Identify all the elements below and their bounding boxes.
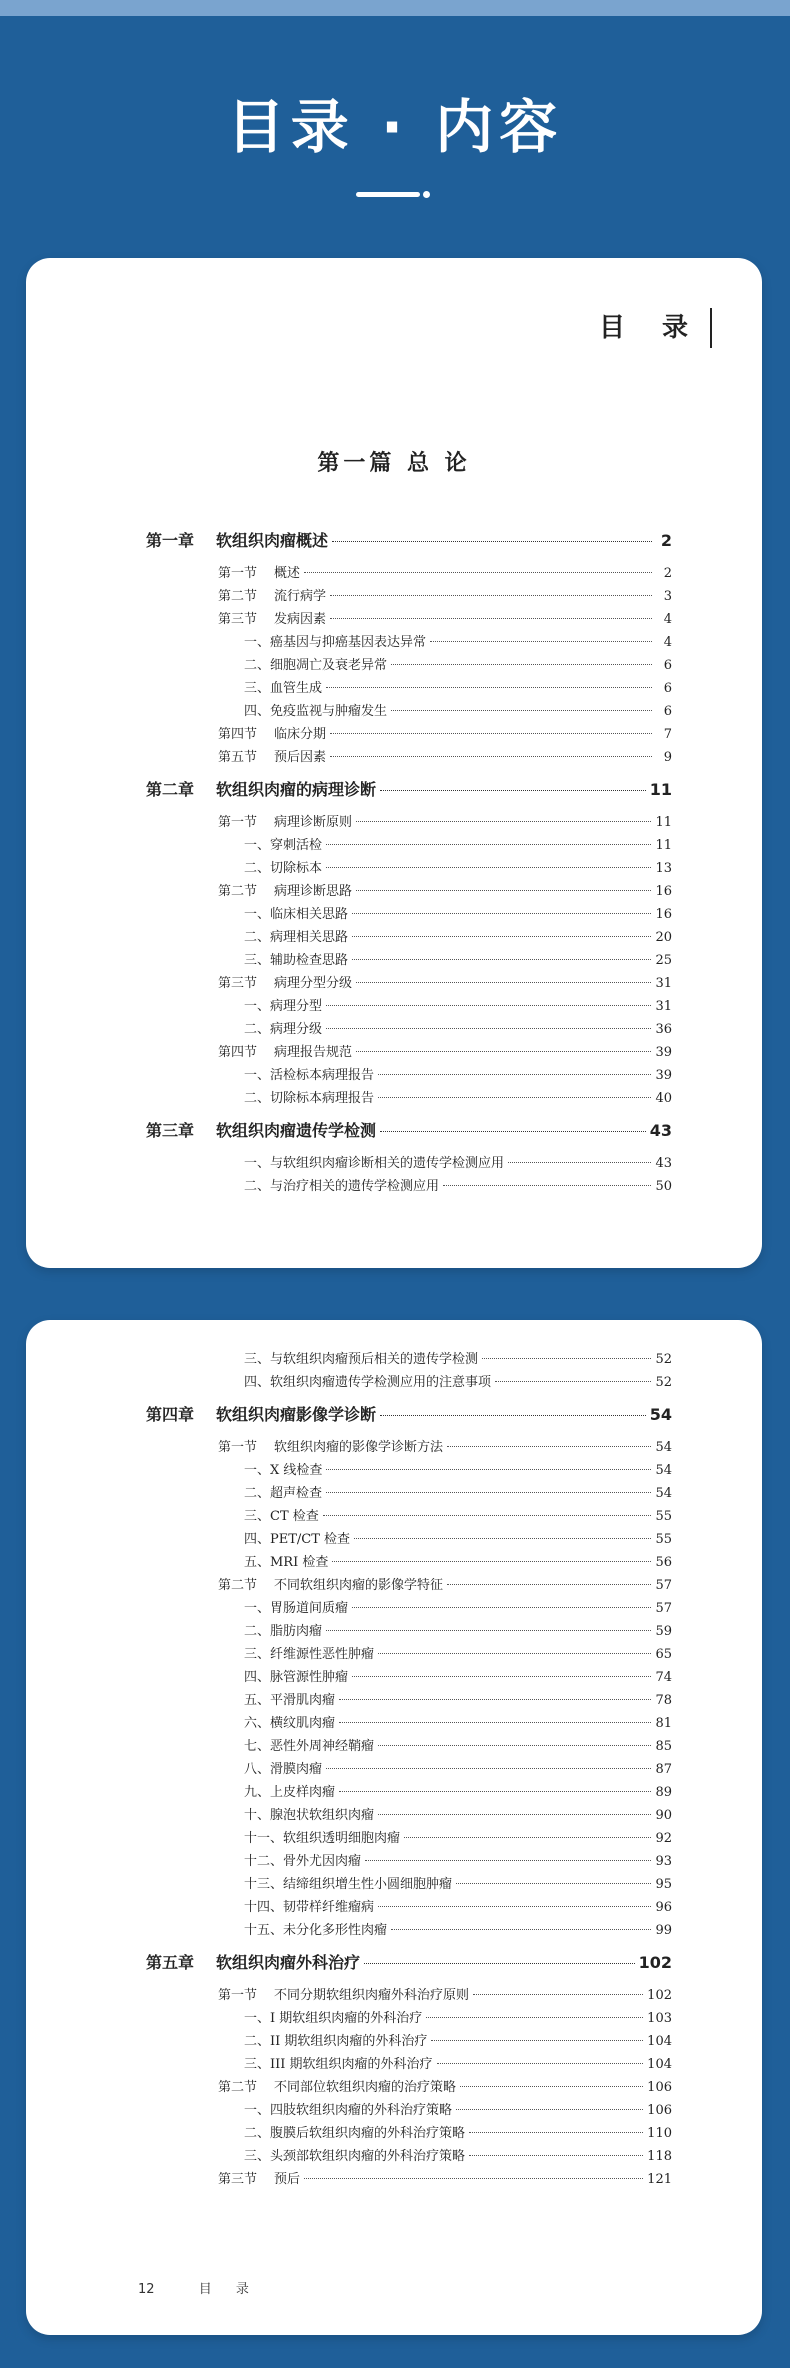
toc-entry-item[interactable]	[146, 995, 672, 1018]
entry-title: 软组织肉瘤外科治疗	[216, 1953, 361, 1972]
dot-leader	[330, 594, 652, 596]
entry-page-number: 4	[663, 612, 672, 627]
entry-title: 软组织肉瘤遗传学检测	[216, 1121, 377, 1140]
toc-entry-section[interactable]	[146, 972, 672, 995]
entry-title: 三、CT 检查	[244, 1509, 319, 1524]
entry-page-number: 50	[655, 1179, 672, 1194]
dot-leader	[326, 1629, 651, 1631]
dot-leader	[339, 1721, 651, 1723]
entry-page-number: 11	[655, 815, 672, 830]
entry-title: 五、MRI 检查	[244, 1555, 329, 1570]
toc-entry-section[interactable]	[146, 2168, 672, 2191]
toc-entry-section[interactable]	[146, 562, 672, 585]
entry-page-number: 9	[663, 750, 672, 765]
toc-entry-section[interactable]	[146, 585, 672, 608]
entry-title: 软组织肉瘤的病理诊断	[216, 780, 377, 799]
toc-entry-section[interactable]	[146, 746, 672, 769]
dot-leader	[482, 1357, 651, 1359]
toc-entry-chapter[interactable]	[146, 526, 672, 556]
entry-page-number: 106	[647, 2080, 672, 2095]
part-title: 第一篇 总 论	[317, 450, 471, 476]
entry-title: 四、免疫监视与肿瘤发生	[244, 704, 388, 719]
entry-page-number: 104	[647, 2034, 672, 2049]
entry-title: 六、横纹肌肉瘤	[244, 1716, 336, 1731]
toc-entry-item[interactable]	[146, 926, 672, 949]
entry-page-number: 55	[655, 1509, 672, 1524]
dot-leader	[356, 981, 651, 983]
toc-entry-item[interactable]	[146, 1781, 672, 1804]
dot-leader	[365, 1859, 651, 1861]
entry-number: 第四节	[218, 1045, 258, 1060]
dot-leader	[447, 1445, 651, 1447]
entry-page-number: 104	[647, 2057, 672, 2072]
toc-entry-item[interactable]	[146, 2007, 672, 2030]
entry-page-number: 3	[663, 589, 672, 604]
toc-entry-item[interactable]	[146, 1620, 672, 1643]
toc-entry-item[interactable]	[146, 1018, 672, 1041]
entry-title: 十二、骨外尤因肉瘤	[244, 1854, 362, 1869]
toc-list	[146, 520, 672, 1198]
toc-entry-section[interactable]	[146, 1574, 672, 1597]
entry-title: 二、细胞凋亡及衰老异常	[244, 658, 388, 673]
entry-page-number: 40	[655, 1091, 672, 1106]
entry-title: 发病因素	[274, 612, 327, 627]
page-title: 目录 · 内容	[226, 93, 564, 161]
entry-title: 不同部位软组织肉瘤的治疗策略	[274, 2080, 457, 2095]
entry-title: 二、腹膜后软组织肉瘤的外科治疗策略	[244, 2126, 466, 2141]
toc-entry-item[interactable]	[146, 903, 672, 926]
entry-title: 二、超声检查	[244, 1486, 323, 1501]
entry-title: 病理报告规范	[274, 1045, 353, 1060]
entry-number: 第一章	[146, 531, 195, 550]
toc-entry-item[interactable]	[146, 2122, 672, 2145]
dot-leader	[380, 1414, 646, 1416]
dot-leader	[430, 640, 652, 642]
entry-number: 第一节	[218, 566, 258, 581]
entry-page-number: 99	[655, 1923, 672, 1938]
dot-leader	[378, 1073, 651, 1075]
title-underline	[356, 192, 420, 197]
dot-leader	[495, 1380, 651, 1382]
toc-entry-item[interactable]	[146, 2145, 672, 2168]
entry-page-number: 87	[655, 1762, 672, 1777]
entry-title: 二、切除标本	[244, 861, 323, 876]
entry-page-number: 102	[638, 1953, 672, 1972]
toc-entry-item[interactable]	[146, 2053, 672, 2076]
toc-entry-section[interactable]	[146, 1436, 672, 1459]
entry-page-number: 25	[655, 953, 672, 968]
toc-entry-item[interactable]	[146, 1827, 672, 1850]
entry-page-number: 106	[647, 2103, 672, 2118]
entry-page-number: 31	[655, 976, 672, 991]
toc-list	[146, 1348, 672, 2191]
entry-title: 三、头颈部软组织肉瘤的外科治疗策略	[244, 2149, 466, 2164]
entry-page-number: 59	[655, 1624, 672, 1639]
entry-page-number: 121	[647, 2172, 672, 2187]
dot-leader	[326, 1767, 651, 1769]
entry-title: 病理诊断原则	[274, 815, 353, 830]
dot-leader	[473, 1993, 643, 1995]
entry-number: 第三节	[218, 976, 258, 991]
entry-title: 三、纤维源性恶性肿瘤	[244, 1647, 375, 1662]
dot-leader	[431, 2039, 643, 2041]
dot-leader	[354, 1537, 651, 1539]
dot-leader	[404, 1836, 651, 1838]
entry-title: 一、X 线检查	[244, 1463, 323, 1478]
entry-page-number: 81	[655, 1716, 672, 1731]
toc-entry-section[interactable]	[146, 1041, 672, 1064]
entry-title: 一、病理分型	[244, 999, 323, 1014]
dot-leader	[304, 571, 652, 573]
entry-title: 预后因素	[274, 750, 327, 765]
dot-leader	[364, 1962, 635, 1964]
dot-leader	[332, 1560, 651, 1562]
toc-entry-item[interactable]	[146, 1175, 672, 1198]
toc-heading: 目 录	[599, 308, 712, 348]
entry-title: 三、血管生成	[244, 681, 323, 696]
title-underline-dot	[423, 191, 430, 198]
entry-page-number: 57	[655, 1578, 672, 1593]
entry-page-number: 54	[655, 1463, 672, 1478]
entry-page-number: 39	[655, 1068, 672, 1083]
toc-entry-item[interactable]	[146, 2099, 672, 2122]
dot-leader	[323, 1514, 652, 1516]
entry-title: 病理诊断思路	[274, 884, 353, 899]
entry-title: 三、辅助检查思路	[244, 953, 349, 968]
toc-entry-item[interactable]	[146, 857, 672, 880]
entry-page-number: 56	[655, 1555, 672, 1570]
entry-page-number: 102	[647, 1988, 672, 2003]
dot-leader	[378, 1652, 651, 1654]
dot-leader	[356, 889, 651, 891]
entry-number: 第四章	[146, 1405, 195, 1424]
dot-leader	[378, 1905, 651, 1907]
toc-entry-item[interactable]	[146, 1152, 672, 1175]
entry-page-number: 95	[655, 1877, 672, 1892]
entry-title: 临床分期	[274, 727, 327, 742]
dot-leader	[330, 732, 652, 734]
toc-entry-section[interactable]	[146, 608, 672, 631]
entry-number: 第二节	[218, 884, 258, 899]
entry-page-number: 11	[655, 838, 672, 853]
entry-page-number: 2	[660, 531, 672, 550]
entry-number: 第三节	[218, 612, 258, 627]
entry-page-number: 11	[649, 780, 672, 799]
entry-page-number: 16	[655, 884, 672, 899]
entry-number: 第五节	[218, 750, 258, 765]
entry-page-number: 57	[655, 1601, 672, 1616]
toc-entry-item[interactable]	[146, 1896, 672, 1919]
entry-title: 流行病学	[274, 589, 327, 604]
dot-leader	[330, 617, 652, 619]
dot-leader	[326, 686, 652, 688]
dot-leader	[356, 820, 651, 822]
toc-entry-section[interactable]	[146, 2076, 672, 2099]
toc-entry-item[interactable]	[146, 1551, 672, 1574]
dot-leader	[443, 1184, 651, 1186]
dot-leader	[378, 1813, 651, 1815]
entry-title: 二、切除标本病理报告	[244, 1091, 375, 1106]
entry-page-number: 36	[655, 1022, 672, 1037]
toc-entry-item[interactable]	[146, 631, 672, 654]
entry-page-number: 54	[649, 1405, 672, 1424]
entry-title: 九、上皮样肉瘤	[244, 1785, 336, 1800]
entry-title: 一、胃肠道间质瘤	[244, 1601, 349, 1616]
entry-page-number: 54	[655, 1440, 672, 1455]
entry-title: 八、滑膜肉瘤	[244, 1762, 323, 1777]
dot-leader	[352, 1675, 651, 1677]
entry-title: 一、活检标本病理报告	[244, 1068, 375, 1083]
toc-entry-item[interactable]	[146, 1919, 672, 1942]
entry-title: 一、癌基因与抑癌基因表达异常	[244, 635, 427, 650]
toc-entry-section[interactable]	[146, 1984, 672, 2007]
toc-entry-item[interactable]	[146, 1371, 672, 1394]
entry-title: 七、恶性外周神经鞘瘤	[244, 1739, 375, 1754]
dot-leader	[456, 1882, 651, 1884]
dot-leader	[339, 1698, 651, 1700]
entry-page-number: 6	[663, 681, 672, 696]
dot-leader	[332, 540, 652, 542]
toc-entry-item[interactable]	[146, 1482, 672, 1505]
toc-entry-item[interactable]	[146, 1643, 672, 1666]
entry-title: 十五、未分化多形性肉瘤	[244, 1923, 388, 1938]
dot-leader	[469, 2154, 643, 2156]
entry-number: 第一节	[218, 815, 258, 830]
toc-entry-chapter[interactable]	[146, 1948, 672, 1978]
entry-title: 软组织肉瘤概述	[216, 531, 329, 550]
entry-title: 二、病理分级	[244, 1022, 323, 1037]
entry-page-number: 31	[655, 999, 672, 1014]
entry-title: 一、临床相关思路	[244, 907, 349, 922]
entry-page-number: 85	[655, 1739, 672, 1754]
entry-number: 第二节	[218, 2080, 258, 2095]
page-footer	[138, 2278, 259, 2297]
entry-page-number: 52	[655, 1375, 672, 1390]
toc-entry-item[interactable]	[146, 1528, 672, 1551]
dot-leader	[352, 935, 651, 937]
toc-entry-item[interactable]	[146, 700, 672, 723]
entry-title: 二、与治疗相关的遗传学检测应用	[244, 1179, 440, 1194]
entry-title: 三、与软组织肉瘤预后相关的遗传学检测	[244, 1352, 479, 1367]
entry-title: 不同软组织肉瘤的影像学特征	[274, 1578, 444, 1593]
entry-page-number: 13	[655, 861, 672, 876]
entry-title: 二、脂肪肉瘤	[244, 1624, 323, 1639]
entry-page-number: 7	[663, 727, 672, 742]
dot-leader	[339, 1790, 651, 1792]
entry-page-number: 16	[655, 907, 672, 922]
entry-number: 第一节	[218, 1988, 258, 2003]
toc-entry-item[interactable]	[146, 1064, 672, 1087]
entry-title: 一、四肢软组织肉瘤的外科治疗策略	[244, 2103, 453, 2118]
dot-leader	[391, 663, 652, 665]
toc-entry-item[interactable]	[146, 1758, 672, 1781]
dot-leader	[304, 2177, 643, 2179]
toc-page-2	[26, 1320, 762, 2335]
entry-page-number: 89	[655, 1785, 672, 1800]
entry-page-number: 74	[655, 1670, 672, 1685]
entry-title: 十三、结缔组织增生性小圆细胞肿瘤	[244, 1877, 453, 1892]
entry-number: 第四节	[218, 727, 258, 742]
toc-entry-item[interactable]	[146, 677, 672, 700]
dot-leader	[326, 843, 651, 845]
entry-number: 第三节	[218, 2172, 258, 2187]
entry-page-number: 65	[655, 1647, 672, 1662]
entry-title: 十、腺泡状软组织肉瘤	[244, 1808, 375, 1823]
toc-entry-item[interactable]	[146, 1348, 672, 1371]
toc-entry-item[interactable]	[146, 949, 672, 972]
entry-title: 三、III 期软组织肉瘤的外科治疗	[244, 2057, 433, 2072]
dot-leader	[380, 1130, 646, 1132]
entry-page-number: 43	[649, 1121, 672, 1140]
dot-leader	[326, 866, 651, 868]
entry-page-number: 78	[655, 1693, 672, 1708]
dot-leader	[460, 2085, 643, 2087]
toc-entry-item[interactable]	[146, 1597, 672, 1620]
dot-leader	[426, 2016, 643, 2018]
entry-page-number: 93	[655, 1854, 672, 1869]
dot-leader	[391, 1928, 651, 1930]
entry-title: 四、脉管源性肿瘤	[244, 1670, 349, 1685]
dot-leader	[378, 1096, 651, 1098]
dot-leader	[380, 789, 646, 791]
toc-entry-section[interactable]	[146, 723, 672, 746]
toc-entry-item[interactable]	[146, 834, 672, 857]
entry-page-number: 2	[663, 566, 672, 581]
toc-entry-item[interactable]	[146, 1735, 672, 1758]
entry-title: 病理分型分级	[274, 976, 353, 991]
toc-entry-item[interactable]	[146, 1804, 672, 1827]
dot-leader	[391, 709, 652, 711]
dot-leader	[326, 1027, 651, 1029]
entry-title: 软组织肉瘤的影像学诊断方法	[274, 1440, 444, 1455]
entry-page-number: 110	[647, 2126, 672, 2141]
dot-leader	[469, 2131, 643, 2133]
toc-entry-chapter[interactable]	[146, 1116, 672, 1146]
dot-leader	[352, 1606, 651, 1608]
toc-entry-item[interactable]	[146, 2030, 672, 2053]
entry-page-number: 55	[655, 1532, 672, 1547]
entry-page-number: 6	[663, 658, 672, 673]
toc-entry-chapter[interactable]	[146, 775, 672, 805]
toc-entry-item[interactable]	[146, 1505, 672, 1528]
toc-entry-item[interactable]	[146, 1689, 672, 1712]
dot-leader	[437, 2062, 644, 2064]
dot-leader	[326, 1468, 651, 1470]
entry-page-number: 90	[655, 1808, 672, 1823]
footer-page-number: 12	[138, 2282, 155, 2297]
toc-entry-item[interactable]	[146, 1712, 672, 1735]
entry-title: 概述	[274, 566, 301, 581]
entry-number: 第二章	[146, 780, 195, 799]
dot-leader	[356, 1050, 651, 1052]
entry-page-number: 52	[655, 1352, 672, 1367]
toc-entry-item[interactable]	[146, 1850, 672, 1873]
entry-page-number: 118	[647, 2149, 672, 2164]
toc-entry-item[interactable]	[146, 1873, 672, 1896]
entry-page-number: 54	[655, 1486, 672, 1501]
toc-page-1	[26, 258, 762, 1268]
entry-number: 第三章	[146, 1121, 195, 1140]
dot-leader	[352, 912, 651, 914]
entry-number: 第五章	[146, 1953, 195, 1972]
entry-title: 五、平滑肌肉瘤	[244, 1693, 336, 1708]
toc-entry-item[interactable]	[146, 1666, 672, 1689]
entry-title: 软组织肉瘤影像学诊断	[216, 1405, 377, 1424]
toc-entry-item[interactable]	[146, 654, 672, 677]
entry-title: 一、I 期软组织肉瘤的外科治疗	[244, 2011, 423, 2026]
entry-page-number: 92	[655, 1831, 672, 1846]
toc-entry-item[interactable]	[146, 1087, 672, 1110]
entry-number: 第二节	[218, 589, 258, 604]
entry-title: 一、与软组织肉瘤诊断相关的遗传学检测应用	[244, 1156, 505, 1171]
dot-leader	[456, 2108, 643, 2110]
entry-page-number: 96	[655, 1900, 672, 1915]
toc-entry-chapter[interactable]	[146, 1400, 672, 1430]
entry-title: 十一、软组织透明细胞肉瘤	[244, 1831, 401, 1846]
entry-page-number: 4	[663, 635, 672, 650]
entry-title: 十四、韧带样纤维瘤病	[244, 1900, 375, 1915]
entry-title: 二、II 期软组织肉瘤的外科治疗	[244, 2034, 428, 2049]
dot-leader	[352, 958, 651, 960]
entry-page-number: 103	[647, 2011, 672, 2026]
footer-label: 目 录	[198, 2282, 259, 2297]
toc-entry-item[interactable]	[146, 1459, 672, 1482]
toc-entry-section[interactable]	[146, 880, 672, 903]
entry-title: 二、病理相关思路	[244, 930, 349, 945]
entry-page-number: 6	[663, 704, 672, 719]
entry-page-number: 20	[655, 930, 672, 945]
entry-number: 第二节	[218, 1578, 258, 1593]
entry-title: 一、穿刺活检	[244, 838, 323, 853]
dot-leader	[326, 1004, 651, 1006]
entry-title: 四、PET/CT 检查	[244, 1532, 351, 1547]
top-strip	[0, 0, 790, 16]
toc-entry-section[interactable]	[146, 811, 672, 834]
entry-number: 第一节	[218, 1440, 258, 1455]
entry-page-number: 43	[655, 1156, 672, 1171]
entry-page-number: 39	[655, 1045, 672, 1060]
entry-title: 预后	[274, 2172, 301, 2187]
dot-leader	[378, 1744, 651, 1746]
dot-leader	[326, 1491, 651, 1493]
dot-leader	[330, 755, 652, 757]
dot-leader	[447, 1583, 651, 1585]
entry-title: 不同分期软组织肉瘤外科治疗原则	[274, 1988, 470, 2003]
entry-title: 四、软组织肉瘤遗传学检测应用的注意事项	[244, 1375, 492, 1390]
dot-leader	[508, 1161, 651, 1163]
